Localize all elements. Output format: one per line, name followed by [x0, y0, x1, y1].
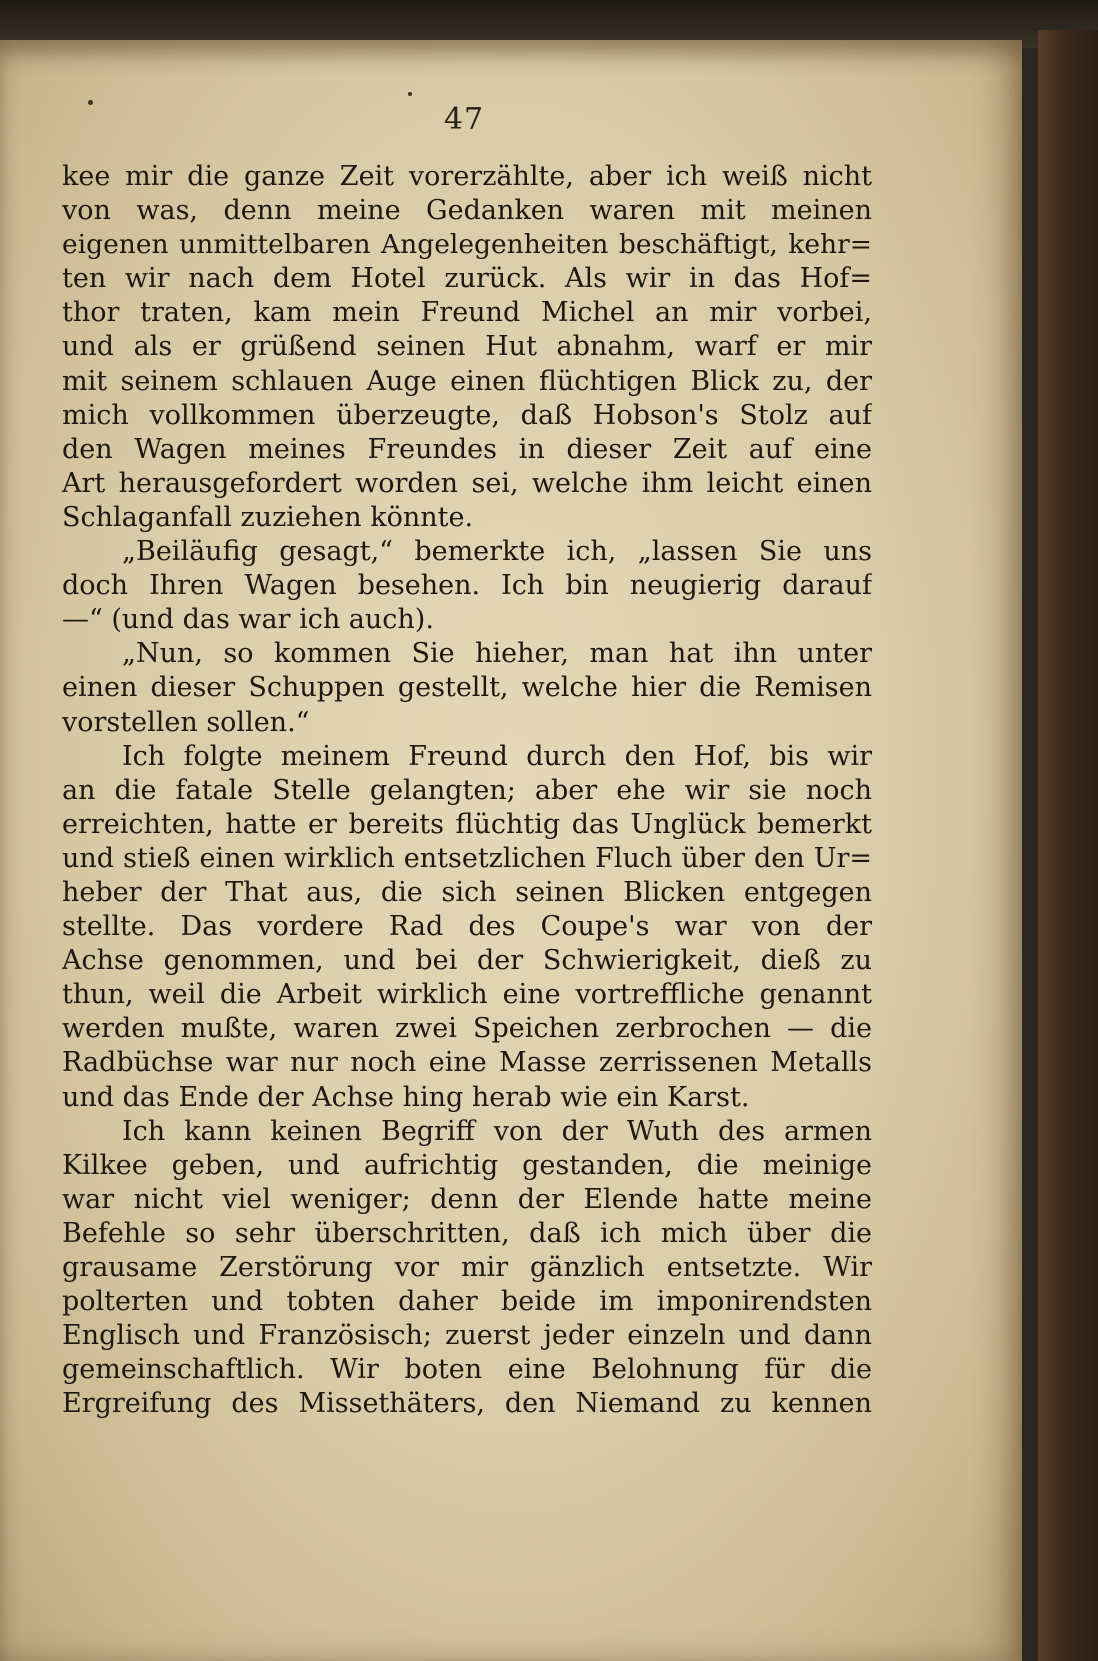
text-line: und das Ende der Achse hing herab wie ein Karst. — [62, 1081, 750, 1113]
text-line: einen dieser Schuppen gestellt, welche hier die Remisen — [62, 672, 872, 704]
text-line: mich vollkommen überzeugte, daß Hobson's Stolz auf — [62, 399, 872, 431]
text-line: gemeinschaftlich. Wir boten eine Belohnung für die — [62, 1354, 872, 1386]
text-line: thun, weil die Arbeit wirklich eine vortreffliche genannt — [62, 979, 872, 1011]
text-line: „Beiläufig gesagt,“ bemerkte ich, „lassen Sie uns — [122, 536, 872, 568]
text-line: stellte. Das vordere Rad des Coupe's war von der — [62, 911, 872, 943]
text-line: kee mir die ganze Zeit vorerzählte, aber ich weiß nicht — [62, 161, 872, 192]
text-line: polterten und tobten daher beide im imponirendsten — [62, 1286, 872, 1318]
text-line: mit seinem schlauen Auge einen flüchtigen Blick zu, der — [62, 365, 872, 397]
text-line: doch Ihren Wagen besehen. Ich bin neugierig darauf — [62, 570, 872, 602]
text-line: Radbüchse war nur noch eine Masse zerrissenen Metalls — [62, 1047, 872, 1079]
text-line: „Nun, so kommen Sie hieher, man hat ihn unter — [122, 638, 872, 670]
text-line: erreichten, hatte er bereits flüchtig das Unglück bemerkt — [62, 808, 872, 840]
text-line: —“ (und das war ich auch). — [62, 604, 434, 636]
text-line: heber der That aus, die sich seinen Blicken entgegen — [62, 876, 872, 908]
text-line: ten wir nach dem Hotel zurück. Als wir in das Hof= — [62, 263, 872, 295]
text-line: Art herausgefordert worden sei, welche ihm leicht einen — [62, 467, 872, 499]
book-cover-right-edge — [1038, 30, 1098, 1661]
text-line: grausame Zerstörung vor mir gänzlich entsetzte. Wir — [62, 1252, 872, 1283]
text-line: den Wagen meines Freundes in dieser Zeit auf eine — [62, 433, 872, 465]
text-line: Befehle so sehr überschritten, daß ich mich über die — [62, 1217, 872, 1249]
text-line: Kilkee geben, und aufrichtig gestanden, die meinige — [62, 1149, 872, 1181]
text-line: eigenen unmittelbaren Angelegenheiten beschäftigt, kehr= — [62, 229, 872, 261]
paper-speck — [408, 92, 412, 96]
text-line: Englisch und Französisch; zuerst jeder einzeln und dann — [62, 1320, 872, 1352]
text-line: und als er grüßend seinen Hut abnahm, warf er mir — [62, 331, 872, 363]
text-line: von was, denn meine Gedanken waren mit meinen — [62, 195, 872, 227]
body-text — [62, 160, 872, 1421]
text-line: und stieß einen wirklich entsetzlichen Fluch über den Ur= — [62, 842, 872, 874]
text-line: Ergreifung des Missethäters, den Niemand zu kennen — [62, 1388, 872, 1420]
text-line: vorstellen sollen.“ — [62, 706, 310, 738]
text-line: werden mußte, waren zwei Speichen zerbrochen — die — [62, 1013, 872, 1045]
text-line: thor traten, kam mein Freund Michel an mir vorbei, — [62, 297, 872, 329]
text-line: Ich kann keinen Begriff von der Wuth des armen — [122, 1115, 872, 1147]
page-number: 47 — [443, 102, 485, 137]
text-line: Ich folgte meinem Freund durch den Hof, bis wir — [122, 740, 872, 772]
text-line: war nicht viel weniger; denn der Elende hatte meine — [62, 1183, 872, 1215]
text-line: Achse genommen, und bei der Schwierigkeit, dieß zu — [62, 945, 872, 977]
text-line: Schlaganfall zuziehen könnte. — [62, 501, 474, 533]
text-line: an die fatale Stelle gelangten; aber ehe wir sie noch — [62, 774, 872, 806]
